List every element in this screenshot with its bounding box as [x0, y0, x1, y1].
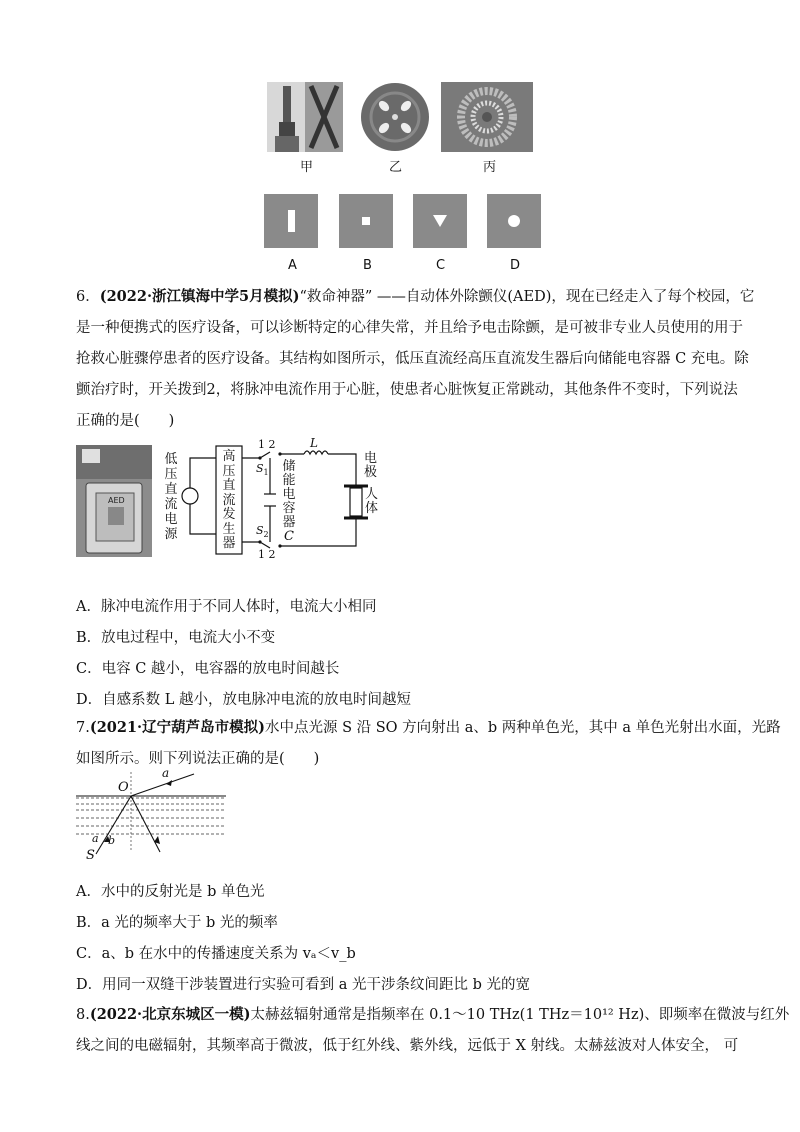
capacitor-char: 电: [282, 487, 296, 502]
figure-bing-image: [441, 82, 533, 152]
body-label: [365, 488, 379, 516]
pos2-label: 2: [268, 548, 276, 561]
q7-source: (2021·辽宁葫芦岛市模拟): [89, 719, 265, 736]
capacitor-char: 容: [282, 501, 296, 516]
aed-photo: [76, 445, 152, 557]
body-char: 人: [365, 487, 379, 502]
switch-s2-label: [256, 524, 269, 539]
q7-option-a[interactable]: A．水中的反射光是 b 单色光: [76, 884, 265, 900]
figure-yi-image: [360, 82, 430, 152]
switch-s1-label: [256, 462, 269, 477]
q6-option-a[interactable]: A．脉冲电流作用于不同人体时，电流大小相同: [76, 599, 377, 615]
q6-number: 6．: [76, 289, 100, 305]
generator-char: 发: [222, 507, 236, 522]
caption-b: B: [363, 258, 372, 273]
ray-a-top-label: a: [162, 766, 170, 780]
electrode-char: 电: [364, 451, 378, 466]
source-char: 直: [164, 482, 178, 497]
aed-circuit-wires: [160, 438, 380, 560]
triangle-hole-shape: [413, 194, 467, 248]
pos1-label: 1: [258, 548, 265, 561]
figure-bing: [441, 82, 533, 152]
q6-line-3: 抢救心脏骤停患者的医疗设备。其结构如图所示，低压直流经高压直流发生器后向储能电容器 C 充电。除: [76, 351, 749, 367]
q7-line-2: 如图所示。则下列说法正确的是( ): [76, 751, 320, 767]
q6-line-5: 正确的是( ): [76, 413, 175, 429]
q8-number: 8.: [76, 1007, 90, 1023]
q6-option-b[interactable]: B．放电过程中，电流大小不变: [76, 630, 276, 646]
electrode-char: 极: [364, 465, 378, 480]
caption-jia: 甲: [300, 160, 314, 175]
s2-sub: 2: [263, 530, 269, 540]
electrode-label: [364, 452, 378, 480]
q8-line-2: 线之间的电磁辐射，其频率高于微波，低于红外线、紫外线，远低于 X 射线。太赫兹波对人体安全， 可: [76, 1038, 739, 1054]
pos2-label: 2: [268, 438, 276, 451]
caption-a: A: [288, 258, 297, 273]
q6-line-1: [76, 285, 754, 306]
q6-option-d[interactable]: D．自感系数 L 越小，放电脉冲电流的放电时间越短: [76, 692, 411, 708]
s1-sub: 1: [263, 468, 269, 478]
option-a-figure: [264, 194, 318, 248]
refraction-diagram: [76, 772, 236, 864]
figure-jia: [267, 82, 343, 152]
switch-top-positions: [258, 438, 276, 451]
point-s-label: S: [86, 848, 95, 863]
option-d-figure: [487, 194, 541, 248]
capacitor-char: 器: [282, 515, 296, 530]
generator-char: 压: [222, 463, 236, 479]
generator-char: 流: [222, 492, 236, 508]
q7-number: 7.: [76, 720, 90, 736]
caption-bing: 丙: [483, 160, 497, 175]
q6-source: (2022·浙江镇海中学5月模拟): [99, 288, 300, 305]
source-char: 低: [164, 452, 178, 467]
q6-line-2: 是一种便携式的医疗设备，可以诊断特定的心律失常，并且给予电击除颤，是可被非专业人员使用的用于: [76, 320, 743, 336]
q6-option-c[interactable]: C．电容 C 越小，电容器的放电时间越长: [76, 661, 340, 677]
capacitor-char: 储: [282, 459, 296, 474]
aed-photo-text: AED: [108, 496, 125, 505]
switch-bottom-positions: [258, 548, 276, 561]
source-char: 压: [164, 467, 178, 482]
capacitor-char: 能: [282, 473, 296, 488]
refraction-figure: [76, 766, 236, 864]
s2-letter: S: [256, 524, 264, 537]
figure-yi: [360, 82, 430, 152]
q6-text-1: “救命神器” ——自动体外除颤仪(AED)，现在已经走入了每个校园，它: [299, 289, 755, 305]
generator-char: 高: [222, 449, 236, 464]
square-hole-shape: [362, 217, 370, 225]
caption-yi: 乙: [389, 160, 403, 175]
generator-char: 直: [222, 478, 236, 493]
ray-b-label: b: [108, 834, 116, 847]
q8-line-1: [76, 1003, 789, 1024]
point-o-label: O: [118, 780, 129, 795]
generator-char: 生: [222, 521, 236, 537]
q8-text-1: 太赫兹辐射通常是指频率在 0.1～10 THz(1 THz＝10¹² Hz)、即频率在微波与红外: [250, 1007, 790, 1023]
vertical-slit-shape: [288, 210, 295, 232]
caption-c: C: [436, 258, 446, 273]
q8-source: (2022·北京东城区一模): [89, 1006, 251, 1023]
capacitor-char: C: [284, 529, 294, 544]
option-c-figure: [413, 194, 467, 248]
figure-jia-image: [267, 82, 343, 152]
caption-d: D: [510, 258, 521, 273]
generator-label: [217, 450, 241, 552]
generator-char: 器: [222, 536, 236, 551]
circle-hole-shape: [487, 194, 541, 248]
body-char: 体: [365, 501, 379, 516]
source-label: [164, 452, 178, 542]
q6-line-4: 颤治疗时，开关拨到2，将脉冲电流作用于心脏，使患者心脏恢复正常跳动，其他条件不变时，下列说法: [76, 382, 738, 398]
source-char: 源: [164, 527, 178, 542]
q7-line-1: [76, 716, 781, 737]
source-char: 电: [164, 512, 178, 527]
inductor-label: L: [310, 436, 318, 450]
aed-photo-image: [76, 445, 152, 557]
capacitor-label: [282, 460, 296, 544]
q7-text-1: 水中点光源 S 沿 SO 方向射出 a、b 两种单色光，其中 a 单色光射出水面，光路: [264, 720, 781, 736]
q7-option-b[interactable]: B．a 光的频率大于 b 光的频率: [76, 915, 278, 931]
s1-letter: S: [256, 462, 264, 475]
q7-option-c[interactable]: C．a、b 在水中的传播速度关系为 vₐ＜v_b: [76, 946, 356, 962]
ray-a-label: a: [92, 832, 99, 845]
source-char: 流: [164, 497, 178, 512]
q7-option-d[interactable]: D．用同一双缝干涉装置进行实验可看到 a 光干涉条纹间距比 b 光的宽: [76, 977, 530, 993]
pos1-label: 1: [258, 438, 265, 451]
aed-circuit: [160, 438, 380, 560]
option-b-figure: [339, 194, 393, 248]
